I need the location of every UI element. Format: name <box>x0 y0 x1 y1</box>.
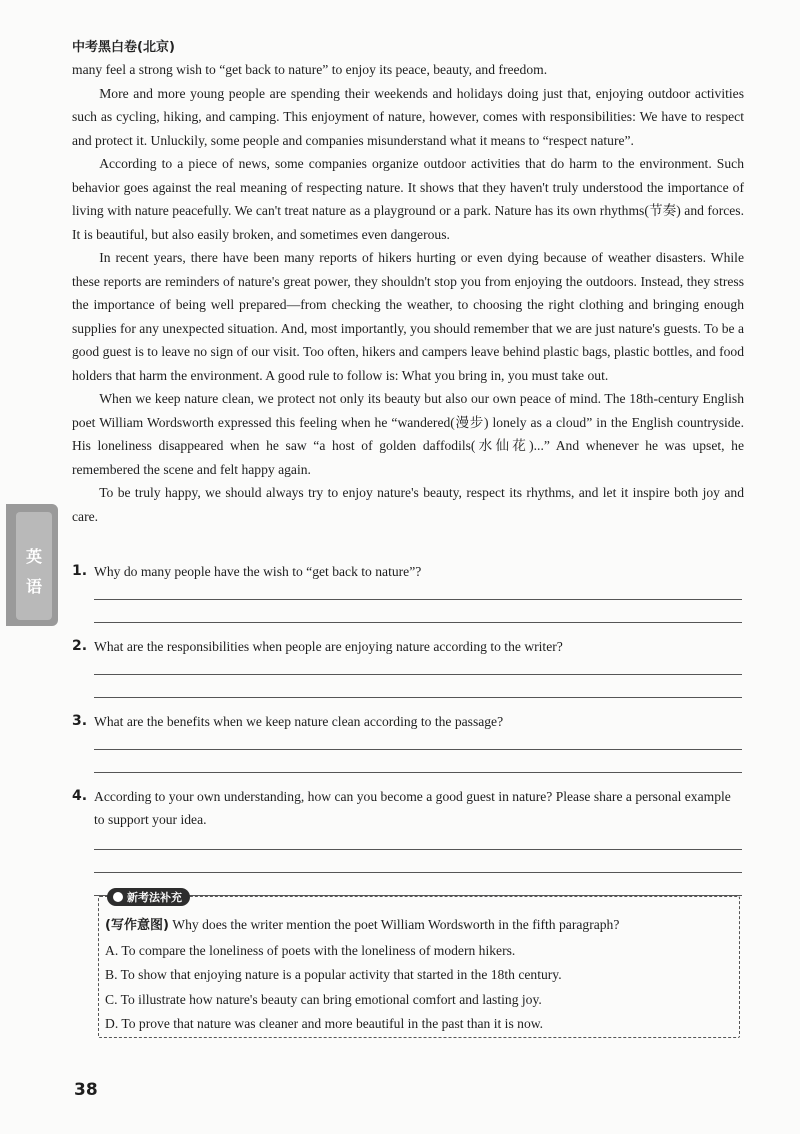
option-b[interactable]: B. To show that enjoying nature is a popular activity that started in the 18th century. <box>105 967 562 982</box>
question-text: What are the responsibilities when people are enjoying nature according to the writer? <box>94 639 563 654</box>
badge-label: 新考法补充 <box>127 891 182 904</box>
answer-line[interactable] <box>94 849 742 850</box>
question-text: What are the benefits when we keep nature clean according to the passage? <box>94 714 504 729</box>
question-tag: (写作意图) <box>105 918 169 933</box>
answer-line[interactable] <box>94 697 742 698</box>
question <box>72 560 744 583</box>
answer-line[interactable] <box>94 772 742 773</box>
question <box>72 635 744 658</box>
question <box>72 710 744 733</box>
box-question-text: Why does the writer mention the poet William Wordsworth in the fifth paragraph? <box>172 917 620 932</box>
option-a[interactable]: A. To compare the loneliness of poets with the loneliness of modern hikers. <box>105 942 516 958</box>
answer-line[interactable] <box>94 872 742 873</box>
option-c[interactable]: C. To illustrate how nature's beauty can bring emotional comfort and lasting joy. <box>105 991 542 1007</box>
question-text: Why do many people have the wish to “get back to nature”? <box>94 564 422 579</box>
paragraph: To be truly happy, we should always try to enjoy nature's beauty, respect its rhythms, and let it inspire both joy and care. <box>72 485 744 524</box>
question-list <box>72 560 744 896</box>
side-tab-inner <box>16 512 52 620</box>
question-number: 1. <box>72 563 88 579</box>
answer-line[interactable] <box>94 749 742 750</box>
subject-side-tab <box>6 504 58 626</box>
question-number: 3. <box>72 713 88 729</box>
box-badge <box>107 888 190 906</box>
side-tab-char: 英 <box>25 547 42 566</box>
answer-line[interactable] <box>94 599 742 600</box>
question <box>72 785 744 831</box>
question-number: 4. <box>72 788 88 804</box>
box-content <box>105 913 731 1037</box>
paragraph: In recent years, there have been many reports of hikers hurting or even dying because of weather disasters. While these reports are reminders of nature's great power, they shouldn't stop you from enjoying the outdoors. Instead, they stress the importance of being well prepared—from checking the weather, to choosing the right clothing and bringing enough supplies for any unexpected situation. And, most importantly, you should remember that we are just nature's guests. To be a good guest is to leave no sign of our visit. Too often, hikers and campers leave behind plastic bags, plastic bottles, and food holders that harm the environment. A good rule to follow is: What you bring in, you must take out. <box>72 250 744 383</box>
new-exam-type-box <box>98 891 740 1038</box>
heart-icon <box>113 892 123 902</box>
reading-passage <box>72 58 744 528</box>
paragraph: many feel a strong wish to “get back to nature” to enjoy its peace, beauty, and freedom. <box>72 62 548 77</box>
answer-line[interactable] <box>94 674 742 675</box>
box-question <box>105 913 731 939</box>
paragraph: When we keep nature clean, we protect not only its beauty but also our own peace of mind. The 18th-century English poet William Wordsworth expressed this feeling when he “wandered(漫步) lonely as a cloud” in the English countryside. His loneliness disappeared when he saw “a host of golden daffodils(水仙花)...” And whenever he was upset, he remembered the scene and felt happy again. <box>72 391 744 477</box>
question-number: 2. <box>72 638 88 654</box>
paragraph: According to a piece of news, some companies organize outdoor activities that do harm to the environment. Such behavior goes against the real meaning of respecting nature. It shows that they haven't truly understood the importance of living with nature peacefully. We can't treat nature as a playground or a park. Nature has its own rhythms(节奏) and forces. It is beautiful, but also easily broken, and sometimes even dangerous. <box>72 156 744 242</box>
page-number: 38 <box>74 1080 98 1100</box>
option-d[interactable]: D. To prove that nature was cleaner and more beautiful in the past than it is now. <box>105 1016 544 1031</box>
question-text: According to your own understanding, how can you become a good guest in nature? Please share a personal example to support your idea. <box>94 789 731 827</box>
side-tab-char: 语 <box>25 577 42 596</box>
paragraph: More and more young people are spending their weekends and holidays doing just that, enjoying outdoor activities such as cycling, hiking, and camping. This enjoyment of nature, however, comes with responsibilities: We have to respect and protect it. Unluckily, some people and companies misunderstand what it means to “respect nature”. <box>72 85 744 148</box>
answer-line[interactable] <box>94 622 742 623</box>
page-header: 中考黑白卷(北京) <box>72 40 175 55</box>
